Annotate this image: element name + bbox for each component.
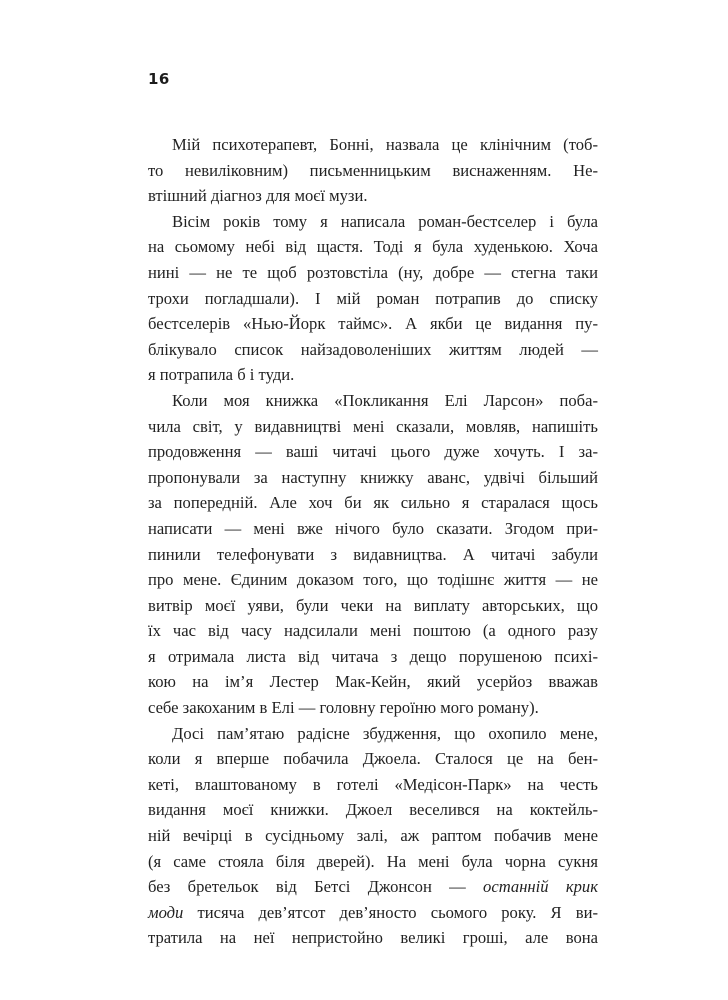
- text-line: Вісім років тому я написала роман-бестселер і була: [172, 211, 598, 231]
- paragraph: [148, 721, 598, 951]
- page-number: 16: [148, 70, 170, 88]
- text-segment: тисяча дев’ятсот дев’яносто сьомого року. Я ви-: [183, 902, 598, 922]
- text-line: [148, 900, 598, 926]
- text-line: ній вечірці в сусідньому залі, аж раптом побачив мене: [148, 826, 598, 846]
- text-line: видання моєї книжки. Джоел веселився на коктейль-: [148, 800, 598, 820]
- text-line: Мій психотерапевт, Бонні, назвала це клінічним (тоб-: [172, 135, 598, 154]
- text-line: [148, 874, 598, 900]
- text-line: тратила на неї непристойно великі гроші, але вона: [148, 928, 598, 948]
- text-line: я отримала листа від читача з дещо порушеною психі-: [148, 646, 598, 666]
- text-line: про мене. Єдиним доказом того, що тодішнє життя — не: [148, 570, 598, 590]
- text-line: то невиліковним) письменницьким виснаженням. Не-: [148, 160, 598, 180]
- body-text: [148, 132, 598, 951]
- text-line: трохи погладшали). І мій роман потрапив до списку: [148, 288, 598, 308]
- italic-phrase: останній крик: [483, 877, 598, 897]
- text-line: їх час від часу надсилали мені поштою (а одного разу: [148, 621, 598, 641]
- text-line: пропонували за наступну книжку аванс, удвічі більший: [148, 467, 598, 487]
- text-line: за попередній. Але хоч би як сильно я старалася щось: [148, 493, 598, 513]
- paragraph: [148, 388, 598, 721]
- paragraph: [148, 132, 598, 209]
- text-line: втішний діагноз для моєї музи.: [148, 186, 368, 206]
- text-line: чила світ, у видавництві мені сказали, мовляв, напишіть: [148, 416, 598, 436]
- text-segment: без бретельок від Бетсі Джонсон —: [148, 877, 484, 897]
- text-line: пинили телефонувати з видавництва. А читачі забули: [148, 544, 598, 564]
- text-line: витвір моєї уяви, були чеки на виплату авторських, що: [148, 595, 598, 615]
- text-line: на сьомому небі від щастя. Тоді я була худенькою. Хоча: [148, 237, 598, 257]
- text-line: написати — мені вже нічого було сказати. Згодом при-: [148, 518, 598, 538]
- text-line: блікувало список найзадоволеніших життям людей —: [148, 339, 598, 359]
- text-line: себе закоханим в Елі — головну героїню мого роману).: [148, 698, 539, 718]
- text-line: Коли моя книжка «Покликання Елі Ларсон» поба-: [172, 390, 598, 410]
- italic-phrase: моди: [148, 902, 184, 922]
- text-line: бестселерів «Нью-Йорк таймс». А якби це видання пу-: [148, 314, 598, 334]
- paragraph: [148, 209, 598, 388]
- text-line: я потрапила б і туди.: [148, 365, 295, 385]
- text-line: нині — не те щоб розтовстіла (ну, добре — стегна таки: [148, 262, 598, 282]
- text-line: продовження — ваші читачі цього дуже хочуть. І за-: [148, 442, 598, 462]
- text-line: коли я вперше побачила Джоела. Сталося це на бен-: [148, 749, 598, 769]
- text-line: (я саме стояла біля дверей). На мені була чорна сукня: [148, 851, 598, 871]
- text-line: кою на ім’я Лестер Мак-Кейн, який усерйоз вважав: [148, 672, 598, 692]
- text-line: кеті, влаштованому в готелі «Медісон-Парк» на честь: [148, 774, 598, 794]
- text-line: Досі пам’ятаю радісне збудження, що охопило мене,: [172, 723, 598, 743]
